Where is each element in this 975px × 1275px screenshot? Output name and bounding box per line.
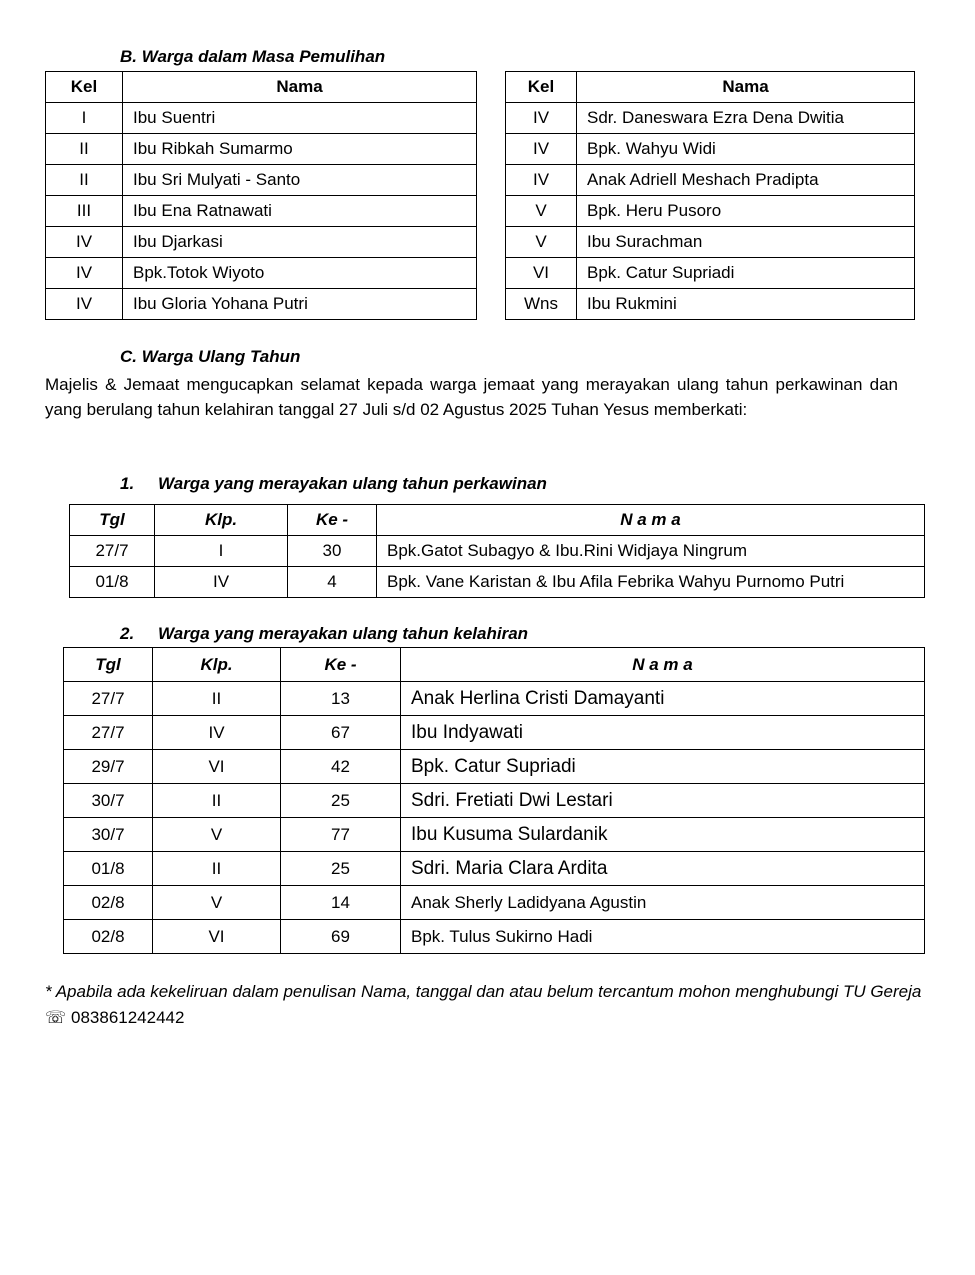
tgl-cell: 30/7 — [64, 818, 153, 852]
tgl-cell: 27/7 — [70, 536, 155, 567]
ke-cell: 25 — [281, 784, 401, 818]
col-kel-header: Kel — [46, 72, 123, 103]
kel-cell: II — [46, 134, 123, 165]
nama-cell: Sdr. Daneswara Ezra Dena Dwitia — [577, 103, 915, 134]
tgl-cell: 01/8 — [64, 852, 153, 886]
kel-cell: VI — [506, 258, 577, 289]
nama-cell: Ibu Sri Mulyati - Santo — [123, 165, 477, 196]
table-row — [70, 536, 925, 567]
nama-cell: Ibu Djarkasi — [123, 227, 477, 258]
nama-cell: Ibu Ribkah Sumarmo — [123, 134, 477, 165]
klp-cell: II — [153, 852, 281, 886]
klp-cell: IV — [155, 567, 288, 598]
nama-cell: Bpk.Gatot Subagyo & Ibu.Rini Widjaya Ningrum — [377, 536, 925, 567]
nama-cell: Ibu Gloria Yohana Putri — [123, 289, 477, 320]
table-row — [506, 103, 915, 134]
ke-cell: 4 — [288, 567, 377, 598]
tgl-cell: 02/8 — [64, 920, 153, 954]
tgl-cell: 30/7 — [64, 784, 153, 818]
table-row — [64, 852, 925, 886]
kel-cell: IV — [46, 289, 123, 320]
nama-cell: Bpk. Catur Supriadi — [401, 750, 925, 784]
ke-cell: 67 — [281, 716, 401, 750]
nama-cell: Bpk.Totok Wiyoto — [123, 258, 477, 289]
nama-cell: Anak Sherly Ladidyana Agustin — [401, 886, 925, 920]
recovery-table-right — [505, 71, 915, 320]
col-ke-header: Ke - — [288, 505, 377, 536]
tgl-cell: 27/7 — [64, 682, 153, 716]
nama-cell: Anak Herlina Cristi Damayanti — [401, 682, 925, 716]
table-row — [46, 258, 477, 289]
klp-cell: IV — [153, 716, 281, 750]
nama-cell: Bpk. Wahyu Widi — [577, 134, 915, 165]
col-kel-header: Kel — [506, 72, 577, 103]
birthday-title: Warga yang merayakan ulang tahun kelahiran — [158, 624, 529, 643]
footnote — [45, 979, 925, 1031]
table-row — [46, 227, 477, 258]
tgl-cell: 01/8 — [70, 567, 155, 598]
table-row — [46, 134, 477, 165]
wedding-subtitle — [120, 474, 547, 494]
table-row — [64, 920, 925, 954]
col-ke-header: Ke - — [281, 648, 401, 682]
klp-cell: V — [153, 886, 281, 920]
klp-cell: V — [153, 818, 281, 852]
table-row — [46, 289, 477, 320]
ke-cell: 69 — [281, 920, 401, 954]
tgl-cell: 29/7 — [64, 750, 153, 784]
nama-cell: Sdri. Maria Clara Ardita — [401, 852, 925, 886]
table-row — [64, 784, 925, 818]
nama-cell: Ibu Surachman — [577, 227, 915, 258]
klp-cell: II — [153, 784, 281, 818]
section-b-title: B. Warga dalam Masa Pemulihan — [120, 47, 386, 66]
nama-cell: Sdri. Fretiati Dwi Lestari — [401, 784, 925, 818]
table-row — [506, 196, 915, 227]
wedding-number: 1. — [120, 474, 135, 493]
tgl-cell: 27/7 — [64, 716, 153, 750]
recovery-table-left — [45, 71, 477, 320]
phone-number: 083861242442 — [71, 1008, 185, 1027]
table-row — [506, 289, 915, 320]
col-klp-header: Klp. — [153, 648, 281, 682]
nama-cell: Bpk. Heru Pusoro — [577, 196, 915, 227]
table-row — [64, 682, 925, 716]
nama-cell: Ibu Kusuma Sulardanik — [401, 818, 925, 852]
section-c-title: C. Warga Ulang Tahun — [120, 347, 301, 366]
table-row — [64, 750, 925, 784]
table-row — [46, 165, 477, 196]
ke-cell: 13 — [281, 682, 401, 716]
kel-cell: V — [506, 227, 577, 258]
nama-cell: Anak Adriell Meshach Pradipta — [577, 165, 915, 196]
table-row — [506, 134, 915, 165]
kel-cell: IV — [506, 103, 577, 134]
kel-cell: IV — [46, 227, 123, 258]
wedding-title: Warga yang merayakan ulang tahun perkawinan — [158, 474, 547, 493]
phone-icon: ☏ — [45, 1008, 67, 1027]
col-nama-header: N a m a — [377, 505, 925, 536]
ke-cell: 25 — [281, 852, 401, 886]
table-row — [46, 103, 477, 134]
klp-cell: II — [153, 682, 281, 716]
kel-cell: IV — [506, 134, 577, 165]
col-tgl-header: Tgl — [64, 648, 153, 682]
col-nama-header: Nama — [123, 72, 477, 103]
ke-cell: 30 — [288, 536, 377, 567]
klp-cell: VI — [153, 750, 281, 784]
nama-cell: Bpk. Vane Karistan & Ibu Afila Febrika Wahyu Purnomo Putri — [377, 567, 925, 598]
nama-cell: Ibu Suentri — [123, 103, 477, 134]
nama-cell: Ibu Rukmini — [577, 289, 915, 320]
ke-cell: 42 — [281, 750, 401, 784]
col-klp-header: Klp. — [155, 505, 288, 536]
table-row — [64, 818, 925, 852]
ke-cell: 77 — [281, 818, 401, 852]
col-nama-header: N a m a — [401, 648, 925, 682]
intro-paragraph: Majelis & Jemaat mengucapkan selamat kepada warga jemaat yang merayakan ulang tahun perkawinan dan yang berulang tahun kelahiran tanggal 27 Juli s/d 02 Agustus 2025 Tuhan Yesus memberkati: — [45, 375, 898, 419]
table-row — [506, 258, 915, 289]
table-row — [64, 716, 925, 750]
klp-cell: I — [155, 536, 288, 567]
table-row — [506, 165, 915, 196]
nama-cell: Ibu Ena Ratnawati — [123, 196, 477, 227]
kel-cell: IV — [506, 165, 577, 196]
table-row — [506, 227, 915, 258]
wedding-anniversary-table — [69, 504, 925, 598]
col-tgl-header: Tgl — [70, 505, 155, 536]
kel-cell: II — [46, 165, 123, 196]
kel-cell: I — [46, 103, 123, 134]
birthday-number: 2. — [120, 624, 135, 643]
ke-cell: 14 — [281, 886, 401, 920]
nama-cell: Bpk. Catur Supriadi — [577, 258, 915, 289]
kel-cell: III — [46, 196, 123, 227]
kel-cell: Wns — [506, 289, 577, 320]
table-row — [70, 567, 925, 598]
col-nama-header: Nama — [577, 72, 915, 103]
kel-cell: V — [506, 196, 577, 227]
kel-cell: IV — [46, 258, 123, 289]
footnote-text: * Apabila ada kekeliruan dalam penulisan Nama, tanggal dan atau belum tercantum mohon menghubungi TU Gereja — [45, 982, 922, 1001]
klp-cell: VI — [153, 920, 281, 954]
nama-cell: Ibu Indyawati — [401, 716, 925, 750]
table-row — [64, 886, 925, 920]
table-row — [46, 196, 477, 227]
nama-cell: Bpk. Tulus Sukirno Hadi — [401, 920, 925, 954]
birthday-table — [63, 647, 925, 954]
tgl-cell: 02/8 — [64, 886, 153, 920]
birthday-subtitle — [120, 624, 528, 644]
